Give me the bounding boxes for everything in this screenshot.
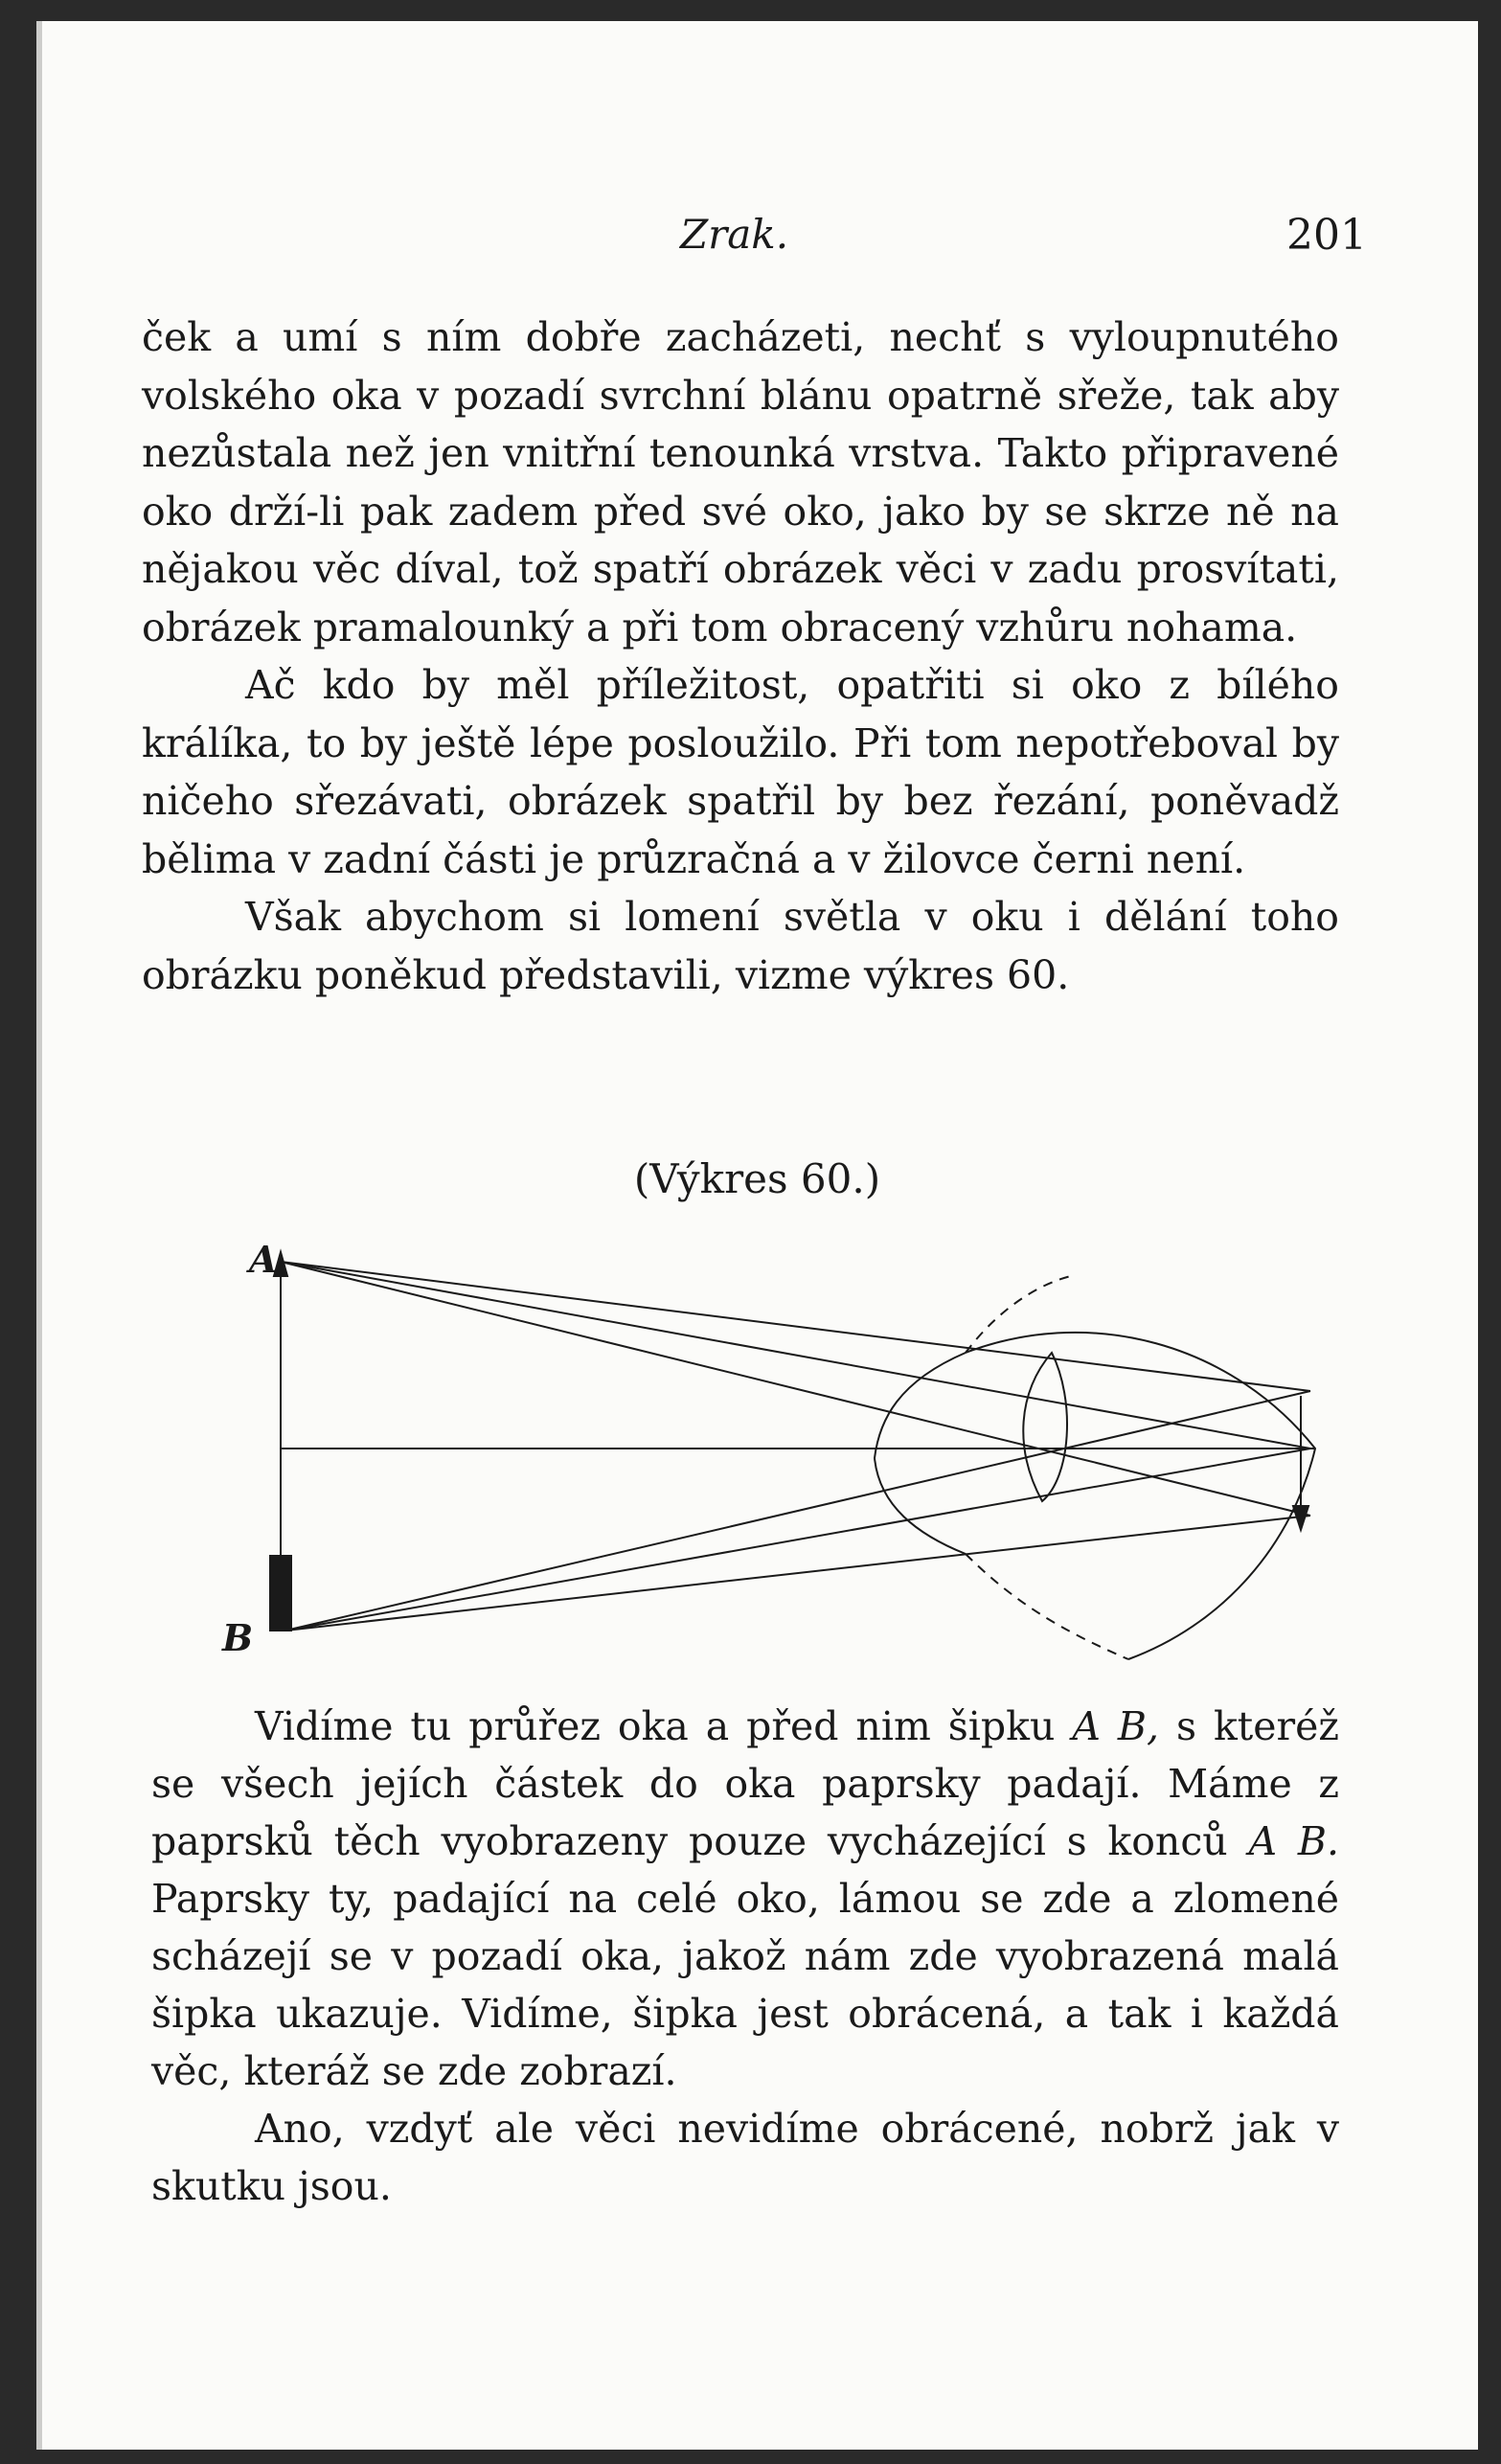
paragraph-2: Ač kdo by měl příležitost, opatřiti si oko z bílého králíka, to by ještě lépe posloužilo. Při tom nepotřeboval by ničeho sřezávati, obrázek spatřil by bez řezání, poněvadž bělima v zadní části je průzračná a v žilovce černi není.	[142, 662, 1339, 882]
paragraph-4	[151, 1698, 1339, 2100]
paragraph-5: Ano, vzdyť ale věci nevidíme obrácené, nobrž jak v skutku jsou.	[151, 2106, 1339, 2209]
ray-a3	[281, 1262, 1310, 1516]
paragraph-4-part-3: Paprsky ty, padající na celé oko, lámou se zde a zlomené scházejí se v pozadí oka, jakož nám zde vyobrazená malá šipka ukazuje. Vidíme, šipka jest obrácená, a tak i každá věc, kteráž se zde zobrazí.	[151, 1876, 1339, 2094]
arrow-label-ab: A B,	[1072, 1703, 1160, 1749]
paragraph-3: Však abychom si lomení světla v oku i dělání toho obrázku poněkud představili, vizme výkres 60.	[142, 894, 1339, 998]
book-page	[36, 21, 1478, 2450]
paragraph-1: ček a umí s ním dobře zacházeti, nechť s vyloupnutého volského oka v pozadí svrchní blánu opatrně sřeže, tak aby nezůstala než jen vnitřní tenounká vrstva. Takto připravené oko drží-li pak zadem před své oko, jako by se skrze ně na nějakou věc díval, tož spatří obrázek věci v zadu prosvítati, obrázek pramalounký a při tom obracený vzhůru nohama.	[142, 314, 1339, 650]
label-a: A	[249, 1238, 278, 1281]
label-b: B	[222, 1616, 254, 1659]
eye-diagram	[209, 1209, 1358, 1688]
page-header	[36, 211, 1478, 268]
figure-caption: (Výkres 60.)	[633, 1155, 881, 1202]
object-arrow-tail	[270, 1556, 291, 1631]
top-text-block	[142, 308, 1339, 1004]
eyeball-outline	[966, 1333, 1315, 1659]
eye-bottom-dashed	[966, 1554, 1128, 1659]
ray-b2	[285, 1449, 1310, 1631]
paragraph-4-part-1: Vidíme tu průřez oka a před nim šipku	[255, 1703, 1073, 1749]
running-title: Zrak.	[680, 211, 789, 258]
arrow-label-ab-2: A B.	[1248, 1818, 1339, 1864]
bottom-text-block	[151, 1698, 1339, 2215]
ray-a1	[281, 1262, 1310, 1391]
eye-diagram-svg	[209, 1209, 1358, 1688]
ray-b3	[285, 1516, 1310, 1631]
ray-a2	[281, 1262, 1310, 1449]
page-edge-shadow	[36, 21, 42, 2450]
eye-top-dashed	[966, 1276, 1071, 1353]
lens	[1023, 1353, 1067, 1501]
ray-b1	[285, 1391, 1310, 1631]
paragraph-4-part-2: s kteréž se všech jejích částek do oka paprsky padají. Máme z paprsků těch vyobrazeny pouze vycházející s konců	[151, 1703, 1339, 1864]
page-number: 201	[1286, 211, 1367, 260]
